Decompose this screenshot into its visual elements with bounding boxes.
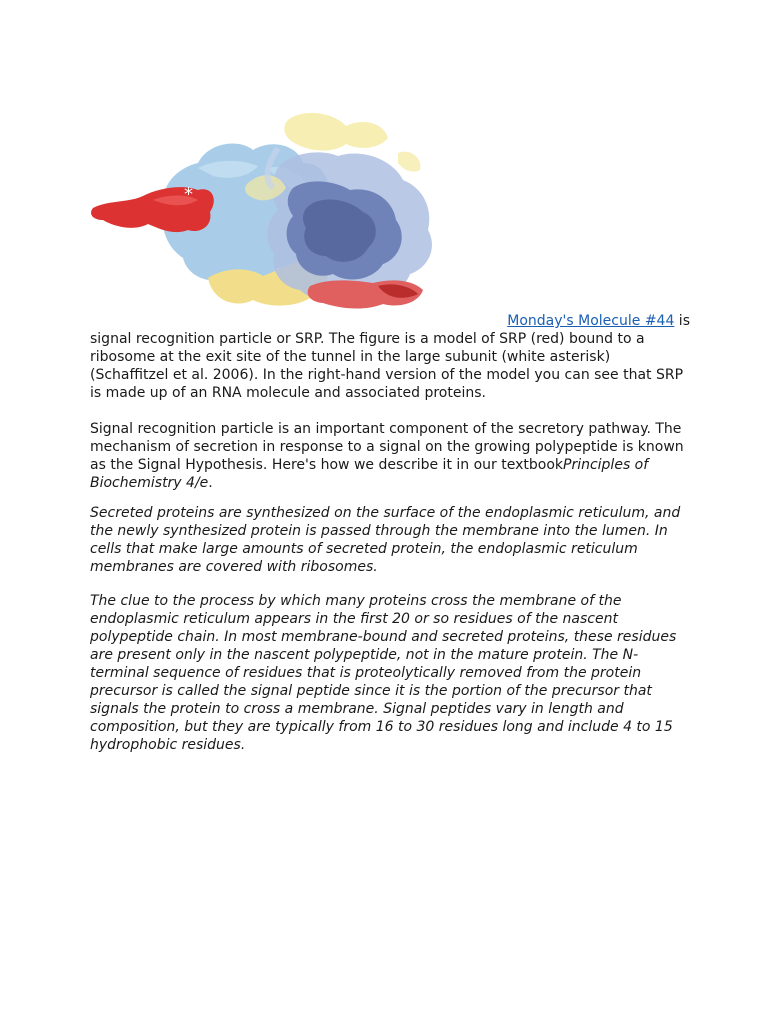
link-tail: is [674, 313, 690, 329]
quote-signal-peptide: The clue to the process by which many proteins cross the membrane of the endoplasmic reticulum appears in the first 20 or so residues of the nascent polypeptide chain. In most membrane-bound and secreted proteins, these residues are present only in the nascent polypeptide, not in the mature protein. The N-terminal sequence of residues that is proteolytically removed from the protein precursor is called the signal peptide since it is the portion of the precursor that signals the protein to cross a membrane. Signal peptides vary in length and composition, but they are typically from 16 to 30 residues long and include 4 to 15 hydrophobic residues. [90, 593, 677, 753]
paragraph-molecule-intro [90, 312, 690, 402]
pathway-body: Signal recognition particle is an important component of the secretory pathway. The mechanism of secretion in response to a signal on the growing polypeptide is known as the Signal Hypothesis. Here's how we describe it in our textbook [90, 421, 684, 473]
exit-site-asterisk: * [184, 184, 193, 205]
quote-secreted-proteins: Secreted proteins are synthesized on the surface of the endoplasmic reticulum, and the newly synthesized protein is passed through the membrane into the lumen. In cells that make large amounts of secreted protein, the endoplasmic reticulum membranes are covered with ribosomes. [90, 505, 681, 575]
paragraph-secretory-pathway [90, 420, 690, 492]
mondays-molecule-link[interactable]: Monday's Molecule #44 [507, 313, 675, 329]
textbook-title: Principles of Biochemistry 4/e [90, 457, 649, 491]
pathway-end: . [208, 475, 213, 491]
molecular-model-image [88, 108, 473, 326]
intro-body: signal recognition particle or SRP. The figure is a model of SRP (red) bound to a ribosome at the exit site of the tunnel in the large subunit (white asterisk) (Schaffitzel et al. 2006). In the right-hand version of the model you can see that SRP is made up of an RNA molecule and associated proteins. [90, 331, 684, 401]
first-line [90, 312, 690, 330]
srp-ribosome-figure [88, 108, 473, 326]
